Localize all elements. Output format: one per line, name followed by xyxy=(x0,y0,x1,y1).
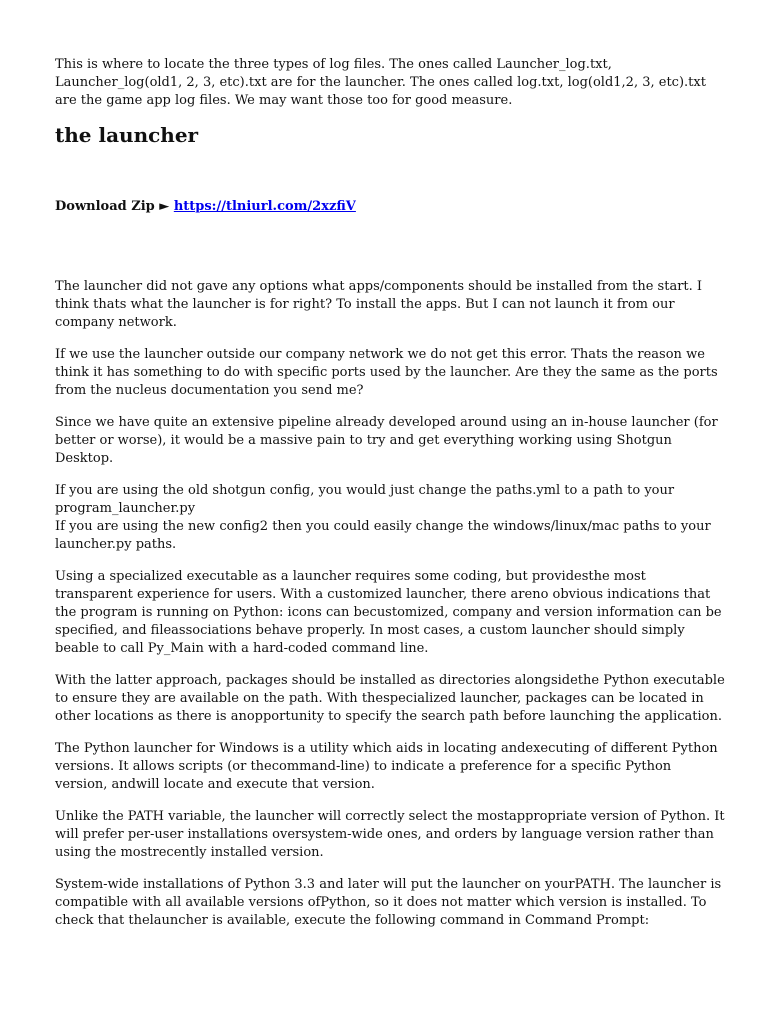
paragraph: If we use the launcher outside our company network we do not get this error. Thats the reason we think it has something to do with specific ports used by the launcher. Are they the same as the ports from the nucleus documentation you send me? xyxy=(55,347,718,398)
paragraph: Since we have quite an extensive pipeline already developed around using an in-house launcher (for better or worse), it would be a massive pain to try and get everything working using Shotgun Desktop. xyxy=(55,415,718,466)
paragraph: If you are using the old shotgun config, you would just change the paths.yml to a path to your program_launcher.py If you are using the new config2 then you could easily change the windows/linux/mac paths to your launcher.py paths. xyxy=(55,483,711,552)
paragraph: Unlike the PATH variable, the launcher will correctly select the mostappropriate version of Python. It will prefer per-user installations oversystem-wide ones, and orders by language version rather than using the mostrecently installed version. xyxy=(55,809,725,860)
paragraph: System-wide installations of Python 3.3 and later will put the launcher on yourPATH. The launcher is compatible with all available versions ofPython, so it does not matter which version is installed. To check that thelauncher is available, execute the following command in Command Prompt: xyxy=(55,877,722,928)
paragraph: With the latter approach, packages should be installed as directories alongsidethe Python executable to ensure they are available on the path. With thespecialized launcher, packages can be located in other locations as there is anopportunity to specify the search path before launching the application. xyxy=(55,673,725,724)
paragraph: The Python launcher for Windows is a utility which aids in locating andexecuting of different Python versions. It allows scripts (or thecommand-line) to indicate a preference for a specific Python version, andwill locate and execute that version. xyxy=(55,741,718,792)
download-line xyxy=(55,198,725,216)
intro-paragraph: This is where to locate the three types of log files. The ones called Launcher_log.txt, Launcher_log(old1, 2, 3, etc).txt are for the launcher. The ones called log.txt, log(old1,2, 3, etc).txt are the game app log files. We may want those too for good measure. xyxy=(55,57,706,108)
download-label: Download Zip ► xyxy=(55,199,170,214)
download-link[interactable]: https://tlniurl.com/2xzfiV xyxy=(173,199,356,214)
paragraph: The launcher did not gave any options what apps/components should be installed from the start. I think thats what the launcher is for right? To install the apps. But I can not launch it from our company network. xyxy=(55,279,703,330)
body-paragraphs xyxy=(55,278,725,930)
paragraph: Using a specialized executable as a launcher requires some coding, but providesthe most transparent experience for users. With a customized launcher, there areno obvious indications that the program is running on Python: icons can becustomized, company and version information can be specified, and fileassociations behave properly. In most cases, a custom launcher should simply beable to call Py_Main with a hard-coded command line. xyxy=(55,569,722,656)
section-heading: the launcher xyxy=(55,123,199,147)
document-page xyxy=(55,56,725,944)
